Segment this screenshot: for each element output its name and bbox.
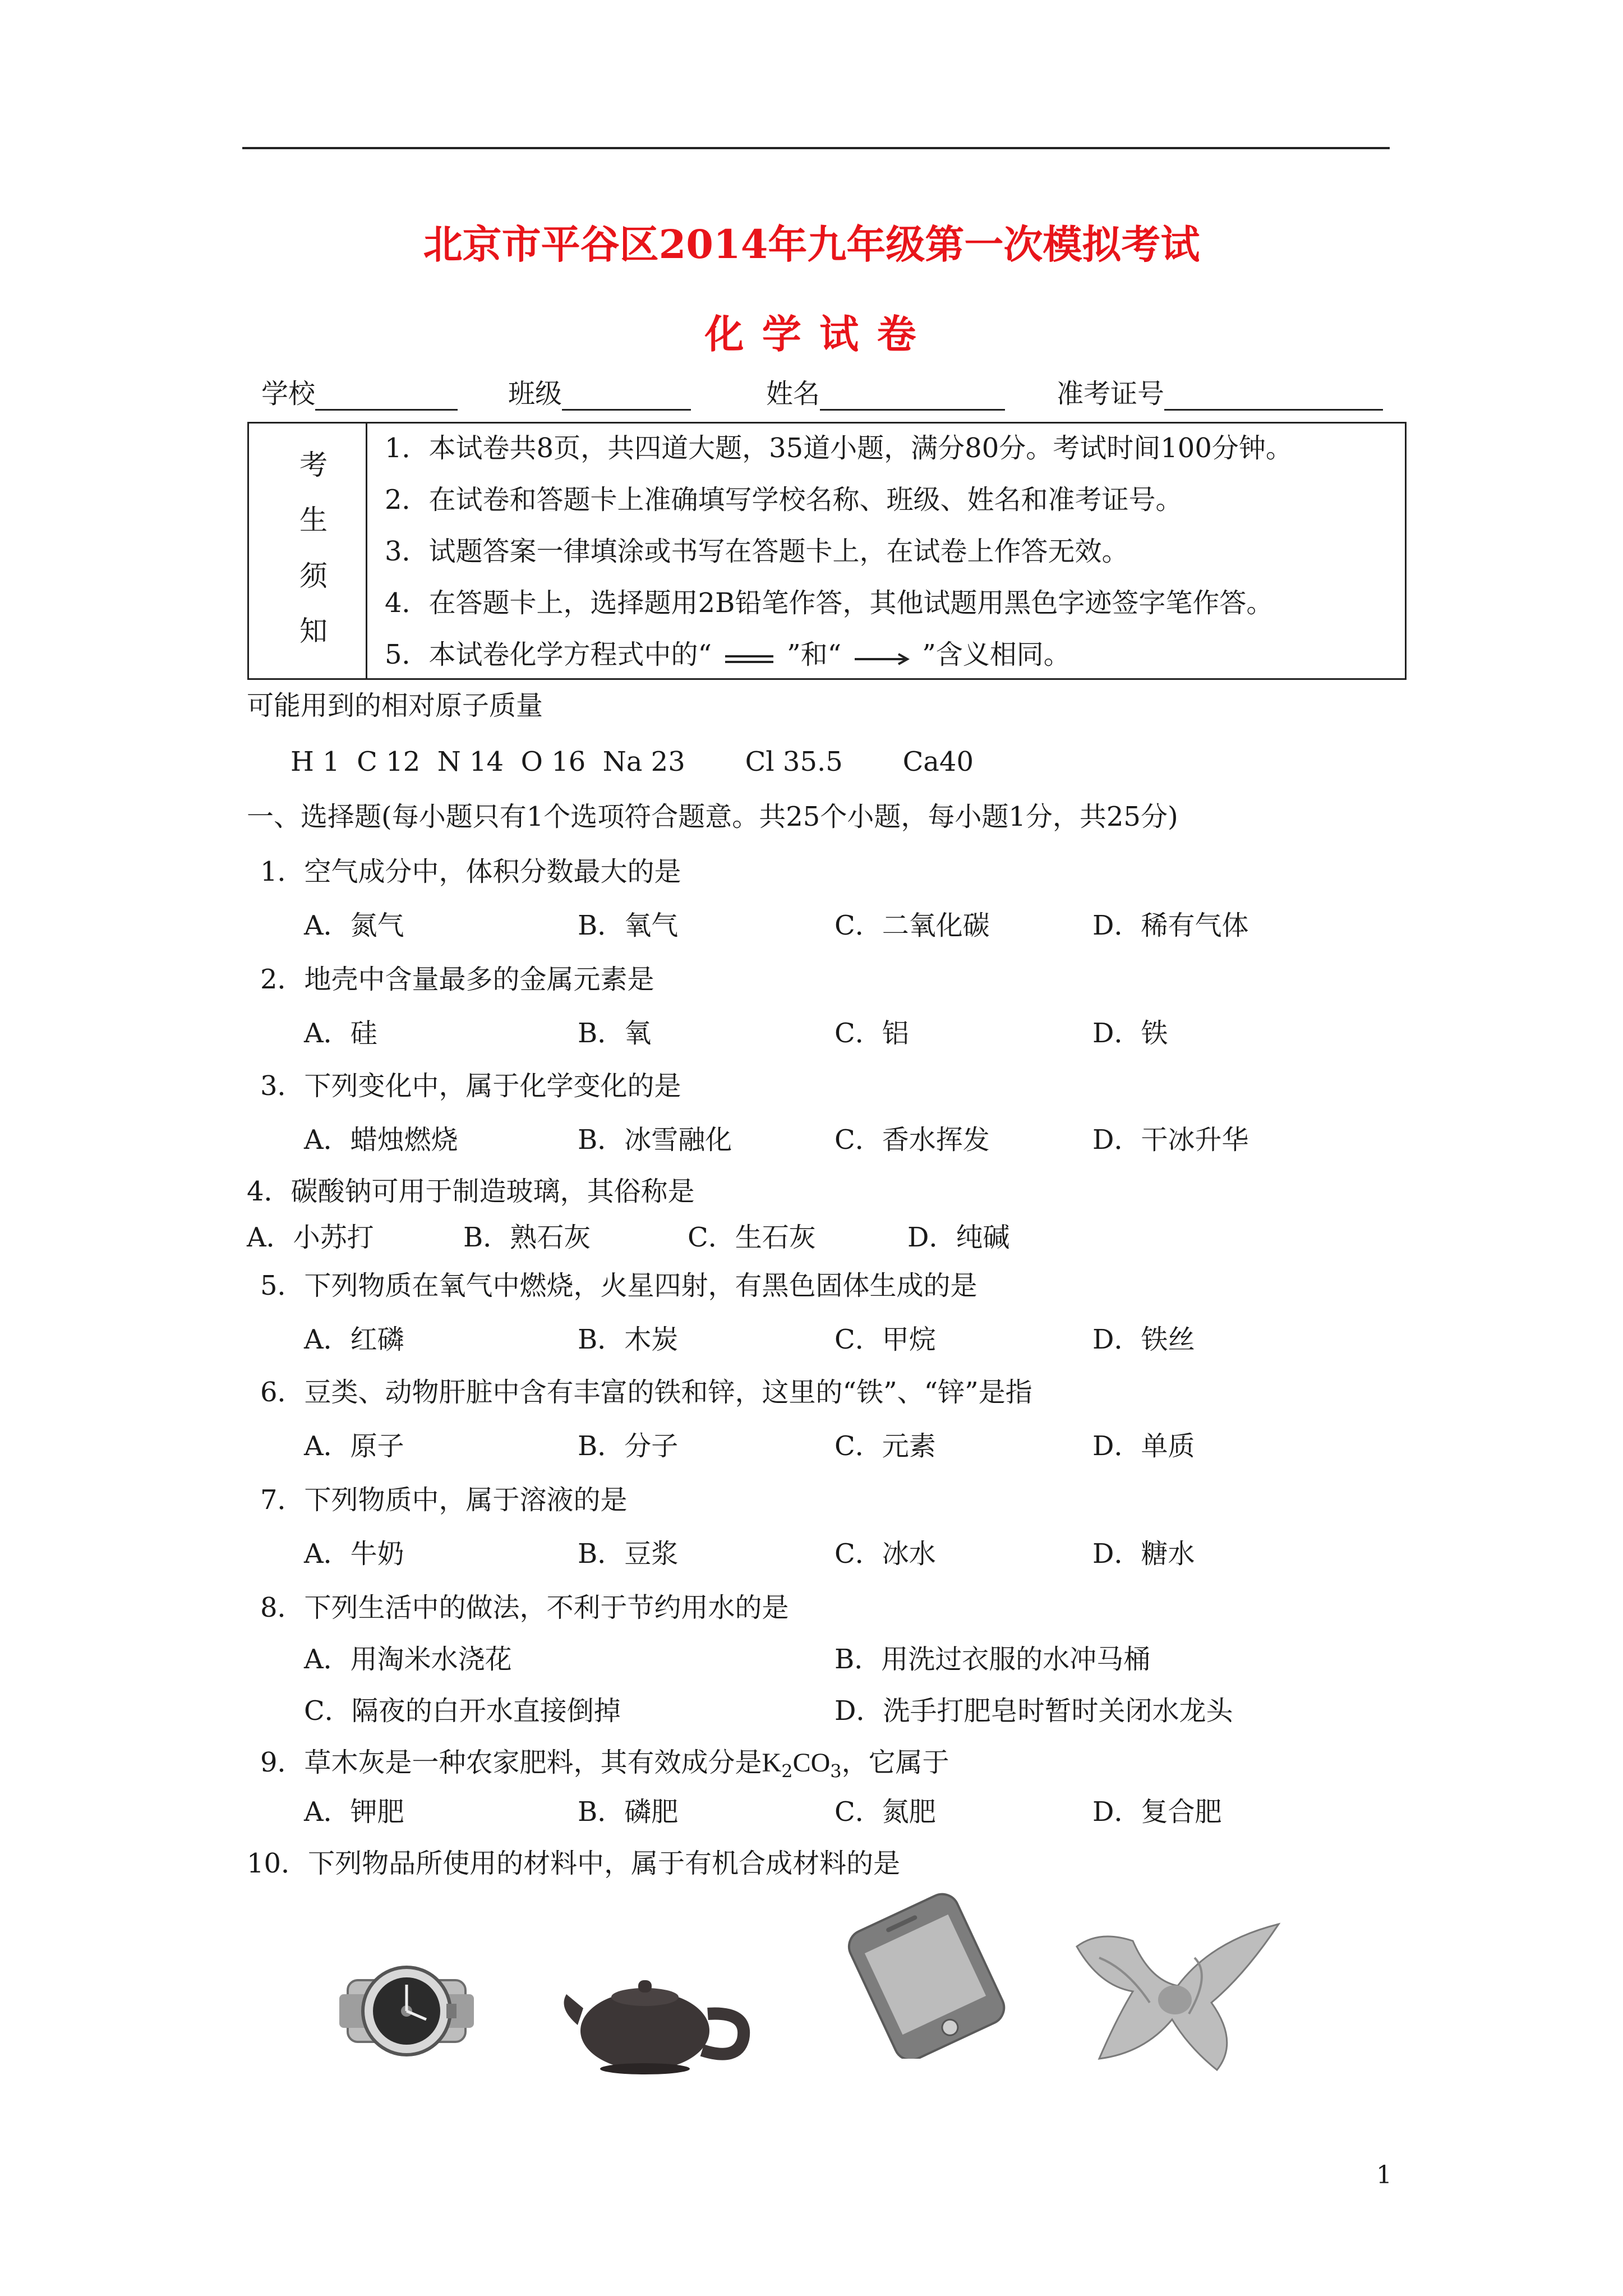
option-b: B．木炭: [578, 1324, 679, 1355]
exam-subtitle: 化 学 试 卷: [704, 311, 919, 357]
school-field: [261, 377, 458, 411]
formula-subscript-3: 3: [830, 1760, 842, 1782]
question-stem: 10．下列物品所使用的材料中，属于有机合成材料的是: [247, 1848, 901, 1879]
exam-number-blank: [1164, 380, 1383, 411]
formula-k: K: [762, 1748, 782, 1778]
class-field: [508, 377, 691, 411]
exam-number-field: [1057, 377, 1383, 411]
option-a: A．小苏打: [247, 1222, 374, 1253]
notice-item5-prefix: 5．本试卷化学方程式中的“: [385, 639, 712, 670]
class-label: 班级: [508, 378, 562, 409]
notice-item5-mid: ”和“: [787, 639, 842, 670]
page-number: 1: [1376, 2161, 1392, 2189]
option-c: C．冰水: [834, 1538, 936, 1570]
q9-stem-suffix: ，它属于: [841, 1747, 949, 1778]
option-a: A．氮气: [304, 910, 404, 941]
option-d: D．铁: [1092, 1018, 1168, 1049]
option-d: D．稀有气体: [1092, 910, 1249, 941]
option-a: A．硅: [304, 1018, 377, 1049]
exam-number-label: 准考证号: [1057, 378, 1165, 409]
option-d: D．纯碱: [907, 1222, 1010, 1253]
school-label: 学校: [261, 378, 316, 409]
phone-icon: [836, 1890, 1015, 2061]
school-blank: [315, 380, 458, 411]
notice-item5-suffix: ”含义相同。: [922, 639, 1071, 670]
top-rule: [242, 147, 1390, 149]
option-b: B．氧: [578, 1018, 652, 1049]
option-a: A．原子: [304, 1430, 404, 1462]
question-stem: 7．下列物质中，属于溶液的是: [260, 1484, 628, 1516]
option-c: C．生石灰: [688, 1222, 816, 1253]
notice-box: [247, 422, 1407, 680]
question-stem: 8．下列生活中的做法，不利于节约用水的是: [260, 1592, 789, 1623]
option-a: A．用淘米水浇花: [304, 1644, 512, 1675]
notice-item: [385, 638, 1071, 674]
option-c: C．二氧化碳: [834, 910, 990, 941]
option-b: B．熟石灰: [463, 1222, 591, 1253]
name-field: [766, 377, 1005, 411]
question-stem: 5．下列物质在氧气中燃烧，火星四射，有黑色固体生成的是: [260, 1270, 978, 1301]
formula-co: CO: [792, 1748, 831, 1778]
option-a: A．牛奶: [304, 1538, 404, 1570]
option-d: D．糖水: [1092, 1538, 1195, 1570]
notice-item: 3．试题答案一律填涂或书写在答题卡上，在试卷上作答无效。: [385, 536, 1129, 567]
option-d: D．干冰升华: [1092, 1124, 1249, 1156]
option-b: B．用洗过衣服的水冲马桶: [834, 1644, 1151, 1675]
notice-heading-char: 知: [299, 615, 328, 647]
option-d: D．铁丝: [1092, 1324, 1195, 1355]
option-b: B．分子: [578, 1430, 679, 1462]
arrow-sign-icon: [854, 640, 910, 674]
name-blank: [820, 380, 1005, 411]
class-blank: [562, 380, 691, 411]
watch-icon: [336, 1941, 477, 2083]
option-c: C．隔夜的白开水直接倒掉: [304, 1695, 621, 1727]
question-stem: 4．碳酸钠可用于制造玻璃，其俗称是: [247, 1176, 695, 1207]
question-stem: 2．地壳中含量最多的金属元素是: [260, 964, 654, 995]
option-c: C．元素: [834, 1430, 936, 1462]
q9-stem-prefix: 9．草木灰是一种农家肥料，其有效成分是: [260, 1747, 762, 1778]
name-label: 姓名: [766, 378, 820, 409]
question-stem: 1．空气成分中，体积分数最大的是: [260, 856, 681, 887]
option-c: C．氮肥: [834, 1796, 936, 1828]
option-b: B．氧气: [578, 910, 679, 941]
exam-title: 北京市平谷区2014年九年级第一次模拟考试: [423, 221, 1200, 268]
formula-subscript-2: 2: [781, 1760, 793, 1782]
notice-heading-char: 须: [299, 560, 328, 592]
option-a: A．红磷: [304, 1324, 404, 1355]
option-a: A．钾肥: [304, 1796, 404, 1828]
option-d: D．单质: [1092, 1430, 1195, 1462]
notice-item: 4．在答题卡上，选择题用2B铅笔作答，其他试题用黑色字迹签字笔作答。: [385, 587, 1274, 619]
teapot-icon: [555, 1941, 757, 2089]
option-b: B．磷肥: [578, 1796, 679, 1828]
option-c: C．铝: [834, 1018, 909, 1049]
option-b: B．豆浆: [578, 1538, 679, 1570]
section-heading: 一、选择题(每小题只有1个选项符合题意。共25个小题，每小题1分，共25分): [247, 801, 1178, 832]
equals-sign-icon: [724, 640, 774, 674]
question-stem: [260, 1746, 949, 1788]
atomic-mass-heading: 可能用到的相对原子质量: [247, 690, 543, 721]
option-c: C．香水挥发: [834, 1124, 990, 1156]
option-b: B．冰雪融化: [578, 1124, 732, 1156]
notice-heading-char: 生: [299, 504, 328, 536]
option-d: D．复合肥: [1092, 1796, 1222, 1828]
option-d: D．洗手打肥皂时暂时关闭水龙头: [834, 1695, 1233, 1727]
notice-item: 1．本试卷共8页，共四道大题，35道小题，满分80分。考试时间100分钟。: [385, 432, 1293, 464]
question-stem: 6．豆类、动物肝脏中含有丰富的铁和锌，这里的“铁”、“锌”是指: [260, 1377, 1032, 1408]
option-a: A．蜡烛燃烧: [304, 1124, 458, 1156]
option-c: C．甲烷: [834, 1324, 936, 1355]
atomic-mass-values: H 1 C 12 N 14 O 16 Na 23 Cl 35.5 Ca40: [291, 746, 974, 777]
scarf-icon: [1066, 1907, 1284, 2078]
notice-heading-char: 考: [299, 449, 328, 481]
notice-item: 2．在试卷和答题卡上准确填写学校名称、班级、姓名和准考证号。: [385, 484, 1183, 516]
question-stem: 3．下列变化中，属于化学变化的是: [260, 1070, 681, 1102]
notice-divider: [366, 424, 367, 678]
